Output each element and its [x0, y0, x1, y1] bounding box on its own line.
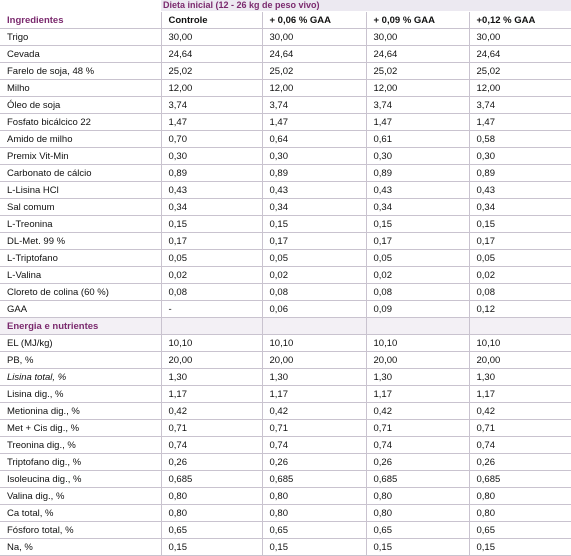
- header-col-006: + 0,06 % GAA: [262, 12, 366, 29]
- row-value: 0,80: [262, 488, 366, 505]
- row-label: GAA: [0, 301, 161, 318]
- table-row: [0, 488, 571, 505]
- section-blank-cell: [366, 318, 469, 335]
- row-value: 24,64: [262, 46, 366, 63]
- table-row: [0, 437, 571, 454]
- row-value: 0,43: [469, 182, 571, 199]
- row-value: 0,34: [262, 199, 366, 216]
- row-value: 1,47: [161, 114, 262, 131]
- row-value: 1,30: [469, 369, 571, 386]
- row-value: 1,30: [161, 369, 262, 386]
- table-title: Dieta inicial (12 - 26 kg de peso vivo): [161, 0, 571, 11]
- row-label: Met + Cis dig., %: [0, 420, 161, 437]
- row-value: 1,17: [366, 386, 469, 403]
- row-value: 0,685: [366, 471, 469, 488]
- row-value: 0,34: [161, 199, 262, 216]
- row-value: 10,10: [161, 335, 262, 352]
- row-value: 0,42: [262, 403, 366, 420]
- table-row: [0, 216, 571, 233]
- row-value: 0,74: [469, 437, 571, 454]
- row-value: 24,64: [366, 46, 469, 63]
- row-value: 1,47: [469, 114, 571, 131]
- table-row: [0, 199, 571, 216]
- row-value: 25,02: [469, 63, 571, 80]
- row-value: 0,685: [262, 471, 366, 488]
- row-value: 0,30: [161, 148, 262, 165]
- row-value: 25,02: [262, 63, 366, 80]
- row-value: 0,15: [262, 216, 366, 233]
- table-row: [0, 63, 571, 80]
- row-label: Fosfato bicálcico 22: [0, 114, 161, 131]
- table-row: [0, 284, 571, 301]
- row-label: Treonina dig., %: [0, 437, 161, 454]
- row-value: 0,30: [366, 148, 469, 165]
- row-value: 0,17: [262, 233, 366, 250]
- row-value: 0,43: [262, 182, 366, 199]
- row-value: 0,15: [469, 539, 571, 556]
- row-value: 1,17: [262, 386, 366, 403]
- row-value: 3,74: [262, 97, 366, 114]
- table-row: [0, 233, 571, 250]
- row-value: 12,00: [469, 80, 571, 97]
- table-row: [0, 267, 571, 284]
- row-label: Metionina dig., %: [0, 403, 161, 420]
- row-value: 0,89: [262, 165, 366, 182]
- table-row: [0, 352, 571, 369]
- row-value: 0,42: [161, 403, 262, 420]
- row-value: 0,74: [262, 437, 366, 454]
- row-label: Premix Vit-Min: [0, 148, 161, 165]
- row-value: 0,08: [262, 284, 366, 301]
- row-value: 12,00: [366, 80, 469, 97]
- row-value: 10,10: [262, 335, 366, 352]
- row-value: 0,26: [366, 454, 469, 471]
- row-value: 0,15: [366, 539, 469, 556]
- table-row: [0, 46, 571, 63]
- row-value: 0,17: [469, 233, 571, 250]
- row-value: 0,06: [262, 301, 366, 318]
- row-value: 0,43: [366, 182, 469, 199]
- row-value: 20,00: [161, 352, 262, 369]
- row-value: 0,80: [469, 505, 571, 522]
- row-value: 20,00: [262, 352, 366, 369]
- row-value: 3,74: [161, 97, 262, 114]
- row-value: 0,12: [469, 301, 571, 318]
- row-value: 0,05: [161, 250, 262, 267]
- row-label: Carbonato de cálcio: [0, 165, 161, 182]
- row-value: 0,30: [262, 148, 366, 165]
- row-value: 0,89: [469, 165, 571, 182]
- row-value: 0,74: [161, 437, 262, 454]
- row-value: 0,02: [366, 267, 469, 284]
- row-value: 1,30: [262, 369, 366, 386]
- row-value: 0,26: [262, 454, 366, 471]
- header-col-012: +0,12 % GAA: [469, 12, 571, 29]
- row-label: Ca total, %: [0, 505, 161, 522]
- row-value: 1,30: [366, 369, 469, 386]
- row-value: 0,09: [366, 301, 469, 318]
- row-value: 0,02: [469, 267, 571, 284]
- table-row: [0, 335, 571, 352]
- section-title: Energia e nutrientes: [0, 318, 161, 335]
- row-value: 1,17: [161, 386, 262, 403]
- table-row: [0, 420, 571, 437]
- row-value: 0,08: [469, 284, 571, 301]
- row-value: 0,05: [366, 250, 469, 267]
- row-value: 0,34: [366, 199, 469, 216]
- row-value: 0,17: [161, 233, 262, 250]
- table-row: [0, 29, 571, 46]
- row-value: 30,00: [469, 29, 571, 46]
- row-value: 0,71: [469, 420, 571, 437]
- row-label: Cevada: [0, 46, 161, 63]
- row-label: Amido de milho: [0, 131, 161, 148]
- section-blank-cell: [469, 318, 571, 335]
- row-value: 0,65: [469, 522, 571, 539]
- row-value: 0,34: [469, 199, 571, 216]
- row-value: 0,26: [161, 454, 262, 471]
- row-label: Farelo de soja, 48 %: [0, 63, 161, 80]
- row-label: DL-Met. 99 %: [0, 233, 161, 250]
- row-value: 0,42: [469, 403, 571, 420]
- row-value: 0,685: [469, 471, 571, 488]
- row-value: -: [161, 301, 262, 318]
- row-value: 0,05: [469, 250, 571, 267]
- row-label: EL (MJ/kg): [0, 335, 161, 352]
- row-label: L-Lisina HCl: [0, 182, 161, 199]
- table-row: [0, 148, 571, 165]
- row-value: 0,74: [366, 437, 469, 454]
- row-label: PB, %: [0, 352, 161, 369]
- table-row: [0, 386, 571, 403]
- row-value: 0,15: [262, 539, 366, 556]
- diet-composition-table: [0, 12, 571, 556]
- row-label: Milho: [0, 80, 161, 97]
- table-row: [0, 250, 571, 267]
- header-row: [0, 12, 571, 29]
- table-body: [0, 12, 571, 556]
- row-value: 0,42: [366, 403, 469, 420]
- row-value: 0,65: [366, 522, 469, 539]
- table-row: [0, 369, 571, 386]
- row-value: 0,15: [161, 216, 262, 233]
- row-value: 0,80: [262, 505, 366, 522]
- row-value: 24,64: [469, 46, 571, 63]
- row-value: 25,02: [366, 63, 469, 80]
- row-value: 25,02: [161, 63, 262, 80]
- row-value: 0,30: [469, 148, 571, 165]
- row-value: 0,71: [161, 420, 262, 437]
- row-value: 0,58: [469, 131, 571, 148]
- row-value: 0,43: [161, 182, 262, 199]
- row-label: L-Treonina: [0, 216, 161, 233]
- row-value: 0,70: [161, 131, 262, 148]
- section-row-nutrients: [0, 318, 571, 335]
- table-row: [0, 539, 571, 556]
- row-value: 0,685: [161, 471, 262, 488]
- row-label: Valina dig., %: [0, 488, 161, 505]
- row-value: 0,17: [366, 233, 469, 250]
- row-label: Óleo de soja: [0, 97, 161, 114]
- table-row: [0, 97, 571, 114]
- row-label: Trigo: [0, 29, 161, 46]
- row-value: 10,10: [366, 335, 469, 352]
- row-value: 0,80: [161, 505, 262, 522]
- row-value: 1,47: [262, 114, 366, 131]
- row-value: 1,17: [469, 386, 571, 403]
- table-row: [0, 471, 571, 488]
- row-value: 20,00: [469, 352, 571, 369]
- row-label: Triptofano dig., %: [0, 454, 161, 471]
- row-value: 0,61: [366, 131, 469, 148]
- header-col-controle: Controle: [161, 12, 262, 29]
- row-value: 24,64: [161, 46, 262, 63]
- table-row: [0, 522, 571, 539]
- row-value: 0,15: [469, 216, 571, 233]
- row-value: 0,89: [366, 165, 469, 182]
- row-value: 0,65: [262, 522, 366, 539]
- row-value: 0,08: [161, 284, 262, 301]
- row-label: Sal comum: [0, 199, 161, 216]
- row-value: 0,80: [161, 488, 262, 505]
- row-label: Lisina total, %: [0, 369, 161, 386]
- row-value: 0,71: [262, 420, 366, 437]
- row-value: 3,74: [469, 97, 571, 114]
- row-value: 12,00: [161, 80, 262, 97]
- row-value: 0,65: [161, 522, 262, 539]
- table-row: [0, 80, 571, 97]
- row-value: 0,80: [366, 488, 469, 505]
- table-row: [0, 114, 571, 131]
- row-value: 12,00: [262, 80, 366, 97]
- table-row: [0, 454, 571, 471]
- table-row: [0, 182, 571, 199]
- header-col-009: + 0,09 % GAA: [366, 12, 469, 29]
- row-label: Cloreto de colina (60 %): [0, 284, 161, 301]
- row-value: 0,71: [366, 420, 469, 437]
- table-row: [0, 403, 571, 420]
- row-value: 0,02: [161, 267, 262, 284]
- row-value: 0,08: [366, 284, 469, 301]
- table-row: [0, 165, 571, 182]
- row-value: 10,10: [469, 335, 571, 352]
- section-blank-cell: [262, 318, 366, 335]
- table-row: [0, 505, 571, 522]
- row-value: 3,74: [366, 97, 469, 114]
- row-value: 30,00: [366, 29, 469, 46]
- row-label: L-Triptofano: [0, 250, 161, 267]
- row-value: 0,02: [262, 267, 366, 284]
- section-blank-cell: [161, 318, 262, 335]
- row-value: 0,80: [469, 488, 571, 505]
- table-row: [0, 301, 571, 318]
- row-label: L-Valina: [0, 267, 161, 284]
- row-value: 30,00: [262, 29, 366, 46]
- row-value: 0,15: [161, 539, 262, 556]
- row-label: Lisina dig., %: [0, 386, 161, 403]
- row-value: 0,05: [262, 250, 366, 267]
- row-value: 0,15: [366, 216, 469, 233]
- row-value: 20,00: [366, 352, 469, 369]
- table-row: [0, 131, 571, 148]
- header-ingredients: Ingredientes: [0, 12, 161, 29]
- row-value: 0,89: [161, 165, 262, 182]
- row-label: Na, %: [0, 539, 161, 556]
- row-label: Isoleucina dig., %: [0, 471, 161, 488]
- row-value: 0,80: [366, 505, 469, 522]
- row-value: 0,64: [262, 131, 366, 148]
- row-value: 0,26: [469, 454, 571, 471]
- row-value: 30,00: [161, 29, 262, 46]
- row-label: Fósforo total, %: [0, 522, 161, 539]
- row-value: 1,47: [366, 114, 469, 131]
